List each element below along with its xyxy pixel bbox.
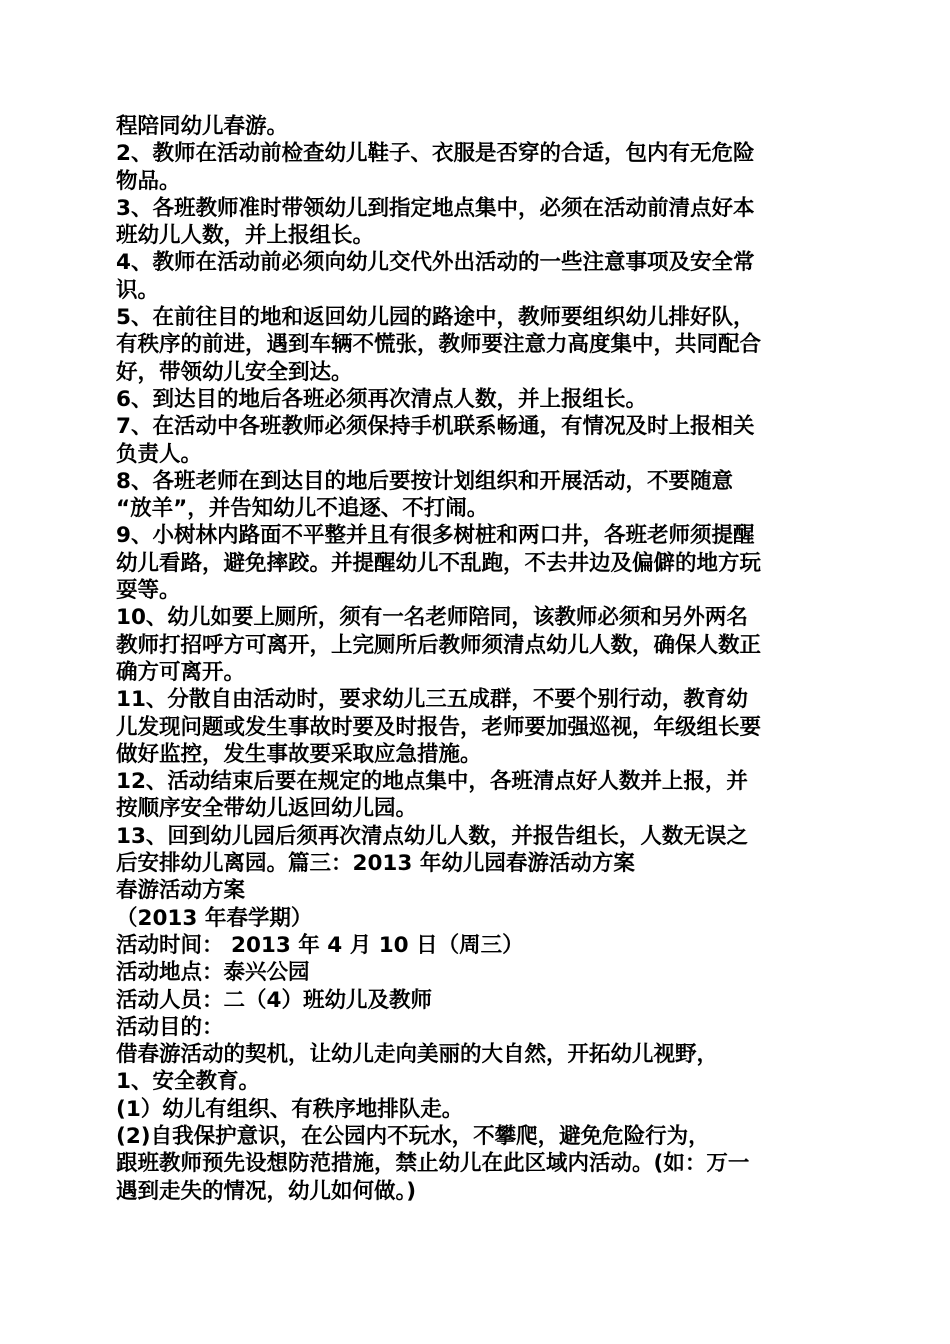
text-line: 遇到走失的情况，幼儿如何做。) xyxy=(116,1178,417,1204)
text-line: 有秩序的前进，遇到车辆不慌张，教师要注意力高度集中，共同配合 xyxy=(116,332,762,358)
section-heading: 春游活动方案 xyxy=(116,878,246,904)
text-line: 负责人。 xyxy=(116,441,203,467)
text-line: 5、在前往目的地和返回幼儿园的路途中，教师要组织幼儿排好队， xyxy=(116,305,755,331)
text-line: 活动地点：泰兴公园 xyxy=(116,960,310,986)
text-line: 教师打招呼方可离开，上完厕所后教师须清点幼儿人数，确保人数正 xyxy=(116,632,762,658)
text-line: 活动目的： xyxy=(116,1014,224,1040)
text-line: 13、回到幼儿园后须再次清点幼儿人数，并报告组长，人数无误之 xyxy=(116,823,748,849)
text-line: 2、教师在活动前检查幼儿鞋子、衣服是否穿的合适，包内有无危险 xyxy=(116,141,755,167)
text-line: 9、小树林内路面不平整并且有很多树桩和两口井，各班老师须提醒 xyxy=(116,523,755,549)
text-line: 借春游活动的契机，让幼儿走向美丽的大自然，开拓幼儿视野， xyxy=(116,1042,719,1068)
text-line: (2)自我保护意识，在公园内不玩水，不攀爬，避免危险行为， xyxy=(116,1123,710,1149)
text-line: 物品。 xyxy=(116,168,181,194)
text-line: 4、教师在活动前必须向幼儿交代外出活动的一些注意事项及安全常 xyxy=(116,250,755,276)
text-line: “放羊”，并告知幼儿不追逐、不打闹。 xyxy=(116,496,489,522)
text-line: 确方可离开。 xyxy=(116,659,246,685)
text-line: 后安排幼儿离园。篇三：2013 年幼儿园春游活动方案 xyxy=(116,851,635,877)
text-line: 按顺序安全带幼儿返回幼儿园。 xyxy=(116,796,418,822)
text-line: (1）幼儿有组织、有秩序地排队走。 xyxy=(116,1096,464,1122)
text-line: 程陪同幼儿春游。 xyxy=(116,114,289,139)
text-line: 10、幼儿如要上厕所，须有一名老师陪同，该教师必须和另外两名 xyxy=(116,605,748,631)
text-line: 活动时间： 2013 年 4 月 10 日（周三） xyxy=(116,932,524,958)
text-line: 儿发现问题或发生事故时要及时报告，老师要加强巡视，年级组长要 xyxy=(116,714,762,740)
text-line: 耍等。 xyxy=(116,578,181,604)
text-line: 11、分散自由活动时，要求幼儿三五成群，不要个别行动，教育幼 xyxy=(116,687,748,713)
text-line: 做好监控，发生事故要采取应急措施。 xyxy=(116,741,482,767)
text-line: 12、活动结束后要在规定的地点集中，各班清点好人数并上报，并 xyxy=(116,769,748,795)
text-line: 班幼儿人数，并上报组长。 xyxy=(116,223,375,249)
document-body xyxy=(116,113,846,1205)
text-line: 6、到达目的地后各班必须再次清点人数，并上报组长。 xyxy=(116,386,647,412)
text-line: 好，带领幼儿安全到达。 xyxy=(116,359,353,385)
text-line: 幼儿看路，避免摔跤。并提醒幼儿不乱跑，不去井边及偏僻的地方玩 xyxy=(116,550,762,576)
text-line: 活动人员：二（4）班幼儿及教师 xyxy=(116,987,432,1013)
text-line: 跟班教师预先设想防范措施，禁止幼儿在此区域内活动。(如：万一 xyxy=(116,1151,750,1177)
text-line: 3、各班教师准时带领幼儿到指定地点集中，必须在活动前清点好本 xyxy=(116,195,755,221)
text-line: 8、各班老师在到达目的地后要按计划组织和开展活动，不要随意 xyxy=(116,468,733,494)
text-line: 1、安全教育。 xyxy=(116,1069,260,1095)
text-line: （2013 年春学期） xyxy=(116,905,313,931)
text-line: 识。 xyxy=(116,277,160,303)
text-line: 7、在活动中各班教师必须保持手机联系畅通，有情况及时上报相关 xyxy=(116,414,755,440)
